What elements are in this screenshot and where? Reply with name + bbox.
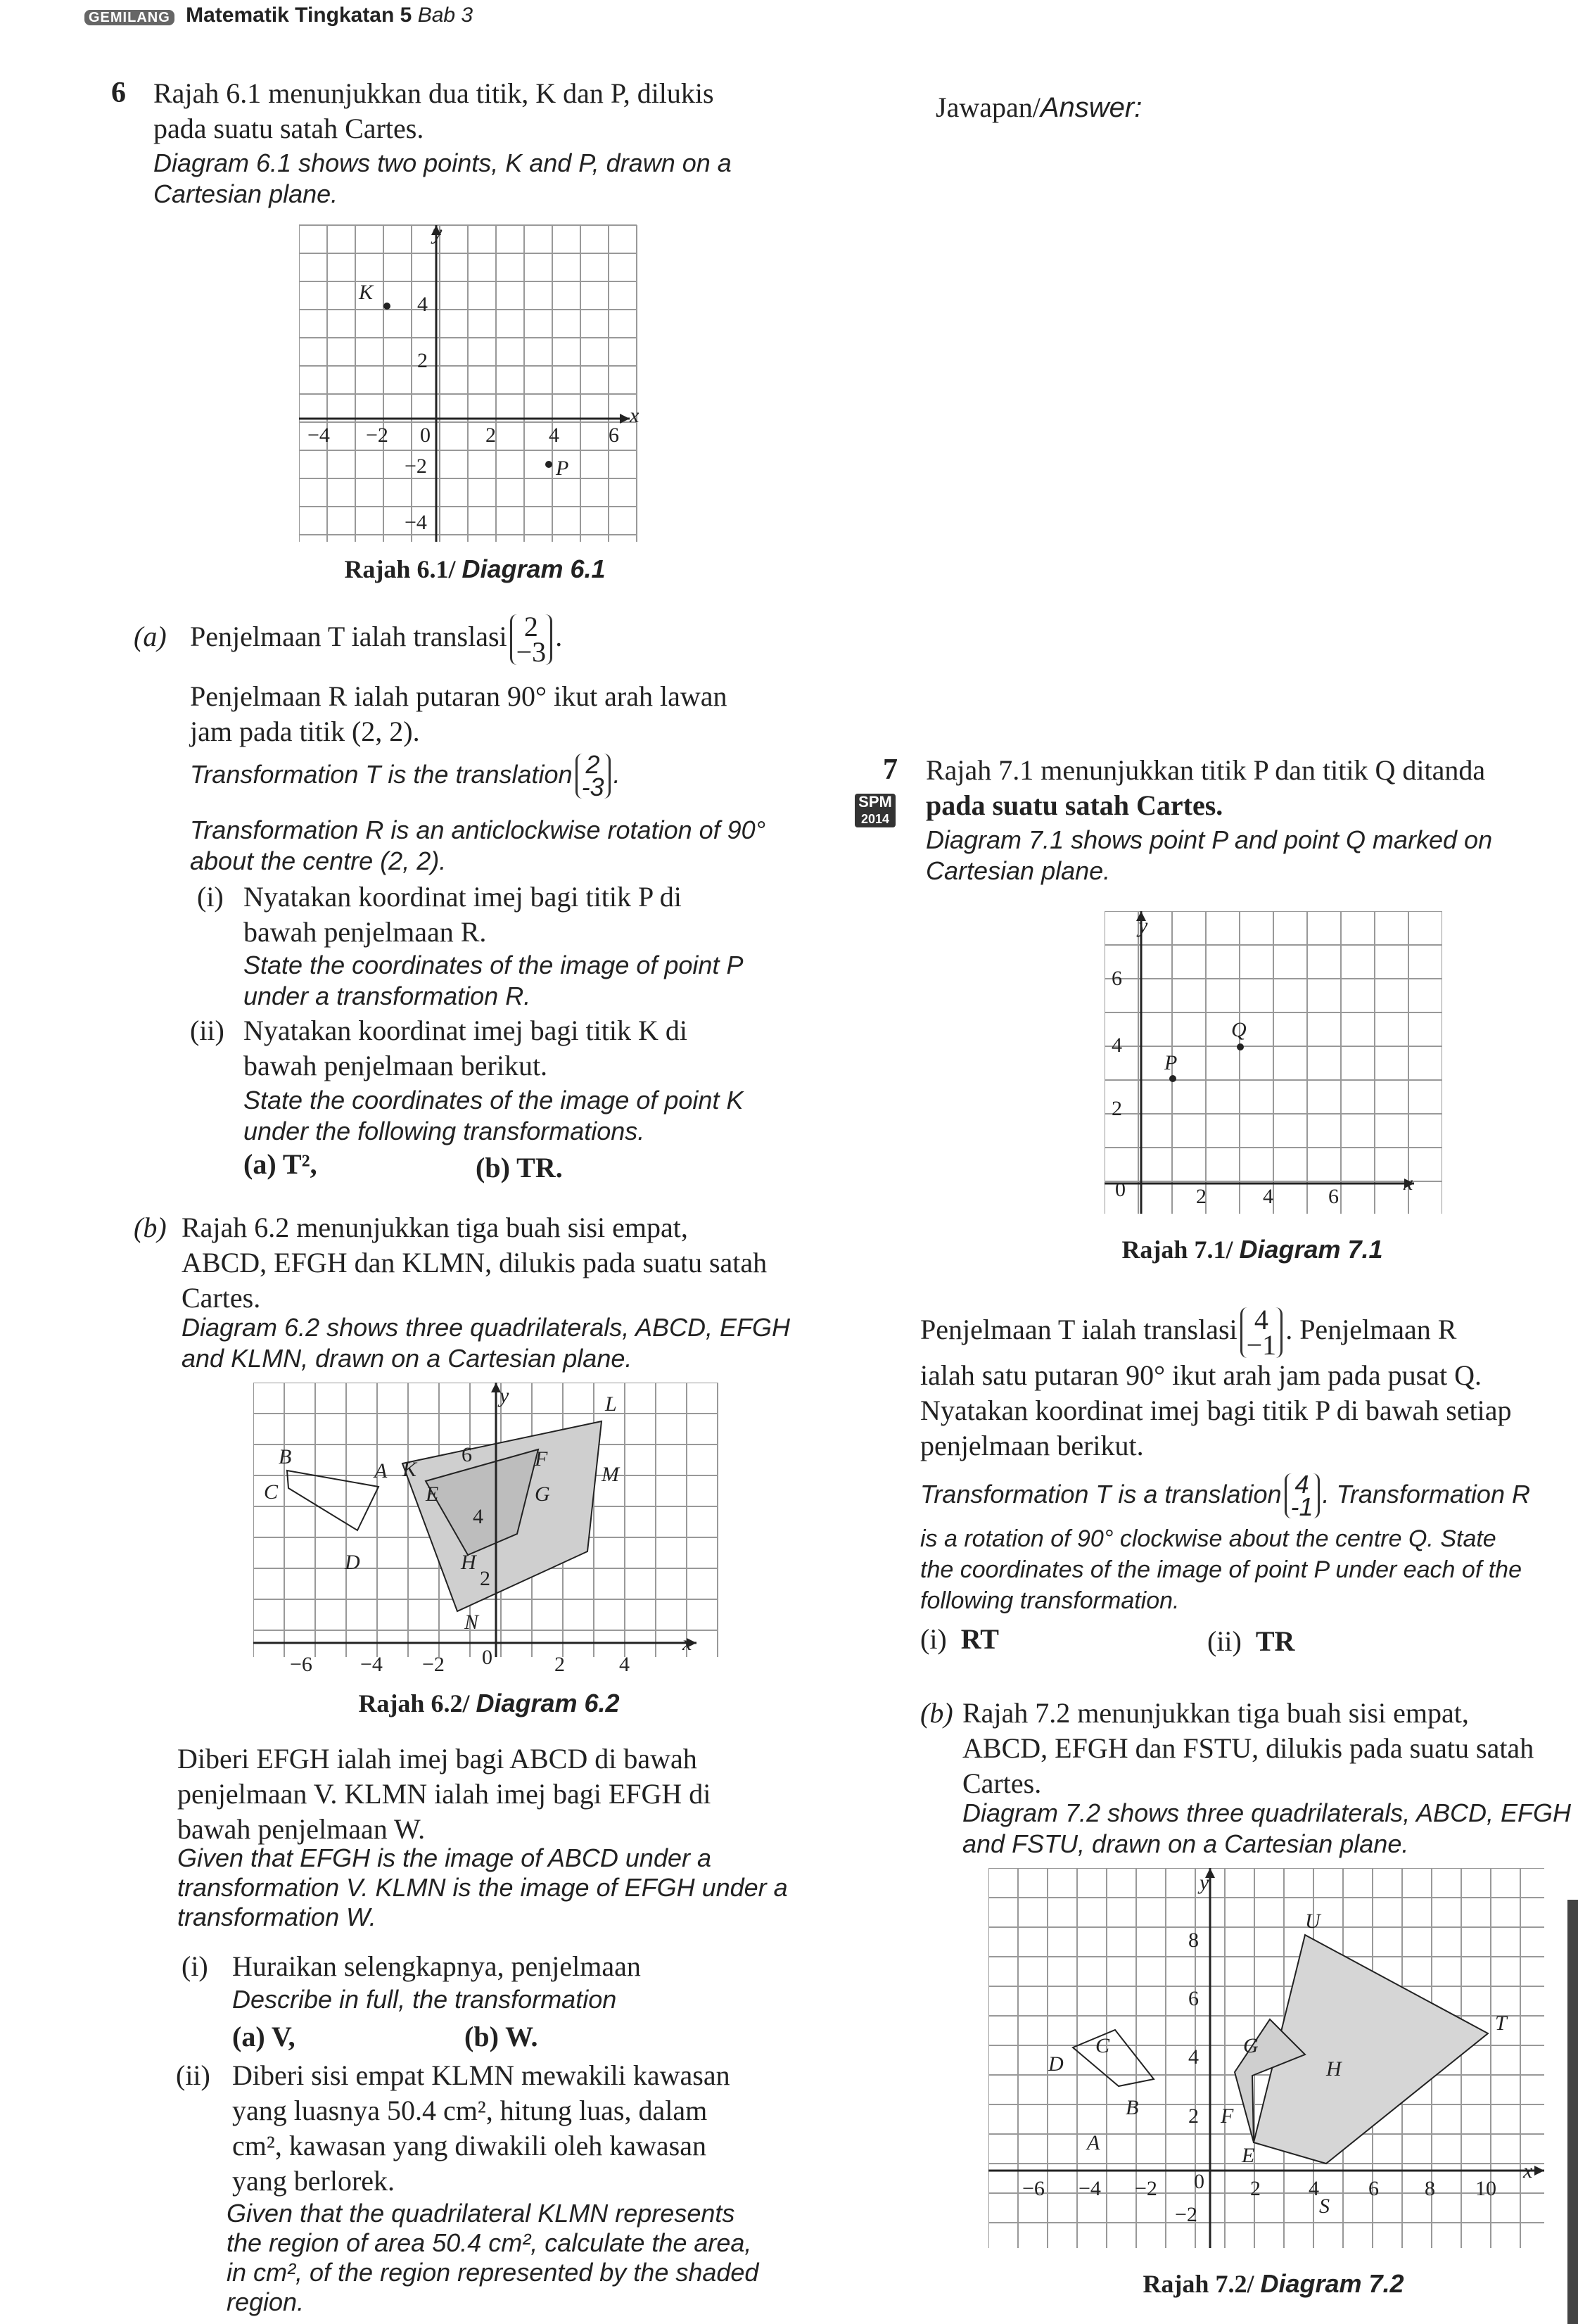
- q7b-ms-line3: Cartes.: [962, 1767, 1042, 1799]
- d72-tick-x-4: 4: [1309, 2177, 1319, 2200]
- q6aii-en: [243, 1085, 834, 1147]
- q6bii-ms-line3: cm², kawasan yang diwakili oleh kawasan: [232, 2130, 707, 2161]
- answer-label-ms: Jawapan/: [936, 91, 1041, 123]
- q7b-ms: [962, 1696, 1578, 1801]
- q6ai-en-line2: under a transformation R.: [243, 982, 531, 1010]
- q7b-en-line2: and FSTU, drawn on a Cartesian plane.: [962, 1829, 1409, 1858]
- q7-text-ms2: [920, 1358, 1578, 1463]
- d62-quad-ABCD: [287, 1471, 378, 1530]
- q6bi-ms: Huraikan selengkapnya, penjelmaan: [232, 1950, 641, 1982]
- q7-intro-en-line1: Diagram 7.1 shows point P and point Q marked on: [926, 825, 1493, 854]
- q6bi-part-b: (b) W.: [464, 2021, 538, 2052]
- q7b-ms-line1: Rajah 7.2 menunjukkan tiga buah sisi empat,: [962, 1697, 1469, 1729]
- q7-text-en2-line3: following transformation.: [920, 1587, 1180, 1614]
- d72-tick-y-4: 4: [1188, 2045, 1199, 2069]
- q6a-en-rotation-line2: about the centre (2, 2).: [190, 846, 447, 875]
- d72-label-E: E: [1242, 2144, 1255, 2167]
- q6bi-en: Describe in full, the transformation: [232, 1985, 617, 2014]
- d62-label-D: D: [345, 1551, 360, 1574]
- question-6-number: 6: [111, 77, 126, 109]
- q6ai-en: [243, 950, 834, 1012]
- q7-part-i: [920, 1622, 999, 1657]
- d71-tick-x-6: 6: [1328, 1185, 1339, 1208]
- q7-text-ms-line1: [920, 1302, 1578, 1361]
- d71-tick-y-4: 4: [1112, 1034, 1122, 1057]
- d62-label-C: C: [264, 1480, 279, 1504]
- d71-label-P: P: [1164, 1051, 1178, 1074]
- header-title: Matematik Tingkatan 5: [186, 4, 412, 27]
- d62-tick-y-6: 6: [462, 1443, 472, 1466]
- q6-intro-ms-line2: pada suatu satah Cartes.: [153, 113, 424, 144]
- q6bii-ms: [232, 2058, 837, 2199]
- d61-point-K: [383, 303, 390, 310]
- q6a-ms-line1: Penjelmaan T ialah translasi 2 −3 .: [190, 610, 563, 668]
- q6a-label: (a): [134, 621, 167, 652]
- q6aii-en-line2: under the following transformations.: [243, 1117, 645, 1145]
- d72-x-arrow: [1534, 2166, 1544, 2176]
- q6aii-part-b: (b) TR.: [476, 1152, 563, 1183]
- q6aii-part-a: (a) T²,: [243, 1148, 317, 1180]
- d62-tick-y-2: 2: [480, 1567, 490, 1590]
- q7-text-ms1-tail: . Penjelmaan R: [1285, 1314, 1457, 1345]
- d62-tick-x-0: 0: [482, 1646, 492, 1669]
- q6b-ms: [182, 1210, 836, 1316]
- d72-tick-y-6: 6: [1188, 1987, 1199, 2010]
- d61-tick-y-neg4: −4: [405, 511, 427, 534]
- d62-label-M: M: [602, 1463, 619, 1486]
- d72-tick-x-10: 10: [1475, 2177, 1496, 2200]
- answer-label-en: Answer:: [1040, 92, 1143, 123]
- diagram-6-1: [299, 218, 651, 549]
- q7-text-en1-tail: . Transformation R: [1322, 1480, 1530, 1509]
- d62-label-B: B: [279, 1445, 292, 1468]
- d72-tick-x-8: 8: [1425, 2177, 1435, 2200]
- d72-label-A: A: [1087, 2131, 1100, 2154]
- page-header: [84, 0, 473, 31]
- d61-point-P: [545, 461, 552, 468]
- d71-tick-y-6: 6: [1112, 967, 1122, 990]
- q6b-given-ms: [177, 1741, 832, 1847]
- q6b-en-line1: Diagram 6.2 shows three quadrilaterals, ABCD, EFGH: [182, 1313, 791, 1342]
- q7-en-matrix-bottom: -1: [1290, 1492, 1313, 1522]
- d71-point-Q: [1237, 1043, 1244, 1050]
- d71-tick-x-0: 0: [1115, 1178, 1126, 1201]
- d71-y-label: y: [1138, 914, 1148, 937]
- q6bi-part-a: (a) V,: [232, 2021, 295, 2052]
- d71-x-label: x: [1404, 1171, 1413, 1195]
- caption-7-1-ms: Rajah 7.1/: [1121, 1236, 1233, 1264]
- diagram-6-2: [253, 1383, 725, 1678]
- q7b-label: (b): [920, 1697, 953, 1729]
- q6bii-en-line2: the region of area 50.4 cm², calculate the area,: [227, 2228, 752, 2257]
- q6bii-en-line1: Given that the quadrilateral KLMN represents: [227, 2199, 735, 2228]
- d72-label-B: B: [1126, 2096, 1139, 2119]
- d72-y-label: y: [1200, 1871, 1209, 1894]
- d72-tick-y-2: 2: [1188, 2104, 1199, 2128]
- caption-7-1: [1076, 1235, 1428, 1264]
- q6b-given-ms-line1: Diberi EFGH ialah imej bagi ABCD di bawah: [177, 1743, 697, 1774]
- q6a-en-matrix: [575, 750, 611, 802]
- q6bii-ms-line4: yang berlorek.: [232, 2165, 395, 2197]
- q6a-en-matrix-top: 2: [585, 750, 600, 780]
- q6bii-en-line4: region.: [227, 2287, 305, 2316]
- q6b-ms-line2: ABCD, EFGH dan KLMN, dilukis pada suatu satah: [182, 1247, 768, 1278]
- q6-intro-en: [153, 148, 829, 210]
- q6-intro-ms: [153, 76, 829, 146]
- q7-part-i-text: RT: [960, 1623, 999, 1655]
- caption-6-1: [299, 554, 651, 584]
- q7b-en: [962, 1798, 1578, 1860]
- d62-tick-x-neg6: −6: [290, 1653, 312, 1676]
- q6a-matrix-bottom: −3: [516, 635, 547, 668]
- q6a-matrix-top: 2: [523, 610, 538, 642]
- q7b-en-line1: Diagram 7.2 shows three quadrilaterals, ABCD, EFGH: [962, 1798, 1572, 1827]
- caption-6-2-en: Diagram 6.2: [476, 1689, 620, 1717]
- d72-label-T: T: [1495, 2012, 1507, 2035]
- q6b-given-en: [177, 1843, 832, 1932]
- d61-tick-x-6: 6: [609, 424, 619, 447]
- answer-label: [936, 90, 1142, 125]
- q7-part-i-label: (i): [920, 1623, 947, 1655]
- q6b-label: (b): [134, 1212, 167, 1243]
- q6b-ms-line1: Rajah 6.2 menunjukkan tiga buah sisi empat,: [182, 1212, 688, 1243]
- d72-label-D: D: [1048, 2052, 1064, 2076]
- d62-label-K: K: [402, 1458, 417, 1481]
- d72-tick-x-2: 2: [1250, 2177, 1261, 2200]
- d72-label-G: G: [1243, 2034, 1259, 2057]
- diagram-6-1-grid: [299, 225, 637, 542]
- d72-tick-x-neg4: −4: [1078, 2177, 1101, 2200]
- diagram-7-1: [1105, 911, 1442, 1221]
- q6ai-ms-line1: Nyatakan koordinat imej bagi titik P di: [243, 881, 682, 913]
- q6aii-label: (ii): [190, 1015, 224, 1046]
- d62-label-E: E: [426, 1482, 439, 1506]
- q6b-given-en-line2: transformation V. KLMN is the image of EFGH under a: [177, 1873, 788, 1902]
- q6a-en-line1: Transformation T is the translation 2 -3 .: [190, 750, 621, 802]
- diagram-7-2: [988, 1868, 1544, 2248]
- q6b-en-line2: and KLMN, drawn on a Cartesian plane.: [182, 1344, 632, 1373]
- d62-tick-y-4: 4: [473, 1505, 483, 1528]
- q6aii-ms-line2: bawah penjelmaan berikut.: [243, 1050, 548, 1081]
- d61-tick-x-4: 4: [549, 424, 559, 447]
- q6aii-en-line1: State the coordinates of the image of point K: [243, 1086, 744, 1115]
- q6ai-ms: [243, 880, 834, 950]
- q7-en-matrix-top: 4: [1294, 1470, 1309, 1499]
- d72-tick-x-neg2: −2: [1135, 2177, 1157, 2200]
- caption-6-2: [253, 1689, 725, 1718]
- q7-text-en2-line2: the coordinates of the image of point P under each of the: [920, 1556, 1522, 1583]
- spm-badge-label: SPM: [858, 793, 892, 811]
- q6ai-ms-line2: bawah penjelmaan R.: [243, 916, 487, 948]
- spm-badge-year: 2014: [860, 812, 890, 826]
- q7-matrix-top: 4: [1254, 1303, 1268, 1335]
- d62-label-G: G: [535, 1482, 550, 1506]
- q6a-en-rotation: [190, 815, 837, 877]
- caption-7-2-ms: Rajah 7.2/: [1143, 2270, 1254, 2298]
- q6bii-ms-line1: Diberi sisi empat KLMN mewakili kawasan: [232, 2059, 730, 2091]
- q7b-ms-line2: ABCD, EFGH dan FSTU, dilukis pada suatu satah: [962, 1732, 1534, 1764]
- q7-part-ii-text: TR: [1255, 1625, 1295, 1657]
- q6ai-en-line1: State the coordinates of the image of point P: [243, 951, 744, 979]
- q6b-en: [182, 1312, 836, 1374]
- d72-label-U: U: [1305, 1910, 1321, 1933]
- q6b-given-ms-line3: bawah penjelmaan W.: [177, 1813, 426, 1845]
- q6a-matrix: [510, 610, 553, 668]
- q6bi-label: (i): [182, 1950, 208, 1982]
- q7-part-ii: [1207, 1624, 1294, 1659]
- d72-tick-x-neg6: −6: [1022, 2177, 1045, 2200]
- d61-y-label: y: [433, 221, 443, 244]
- d61-ticks: [307, 293, 619, 534]
- q7-text-ms2-line3: penjelmaan berikut.: [920, 1430, 1144, 1461]
- caption-7-1-en: Diagram 7.1: [1239, 1235, 1383, 1264]
- q6ai-label: (i): [197, 881, 224, 913]
- d72-tick-x-0: 0: [1194, 2170, 1204, 2193]
- d61-tick-x-neg2: −2: [366, 424, 388, 447]
- d71-point-P: [1169, 1075, 1176, 1082]
- q6a-ms-text: Penjelmaan T ialah translasi: [190, 621, 507, 652]
- d71-tick-x-2: 2: [1196, 1185, 1207, 1208]
- q7-intro-ms-line1: Rajah 7.1 menunjukkan titik P dan titik Q ditanda: [926, 754, 1486, 786]
- q7-text-en1: Transformation T is a translation: [920, 1480, 1282, 1509]
- d62-label-F: F: [535, 1447, 548, 1471]
- d62-label-L: L: [605, 1392, 617, 1416]
- q7-intro-ms: [926, 753, 1573, 823]
- d62-tick-x-neg4: −4: [360, 1653, 383, 1676]
- caption-6-2-ms: Rajah 6.2/: [358, 1689, 470, 1717]
- d72-label-H: H: [1326, 2057, 1342, 2081]
- diagram-7-1-grid: [1105, 911, 1442, 1214]
- q6b-given-en-line3: transformation W.: [177, 1903, 376, 1931]
- q6a-en-text: Transformation T is the translation: [190, 760, 573, 789]
- q6-intro-ms-line1: Rajah 6.1 menunjukkan dua titik, K dan P, dilukis: [153, 77, 714, 109]
- d71-tick-y-2: 2: [1112, 1097, 1122, 1120]
- q7-matrix: [1240, 1303, 1283, 1361]
- q6bii-en: [227, 2199, 832, 2317]
- d71-tick-x-4: 4: [1263, 1185, 1273, 1208]
- d72-label-C: C: [1095, 2034, 1110, 2057]
- d61-tick-y-neg2: −2: [405, 455, 427, 478]
- q6a-ms-rotation: [190, 679, 837, 749]
- brand-logo: GEMILANG: [84, 10, 174, 25]
- q6a-en-rotation-line1: Transformation R is an anticlockwise rotation of 90°: [190, 815, 766, 844]
- q7-text-en2-line1: is a rotation of 90° clockwise about the centre Q. State: [920, 1525, 1496, 1552]
- q7-matrix-bottom: −1: [1246, 1328, 1277, 1361]
- q7-en-matrix: [1285, 1470, 1320, 1522]
- d61-x-label: x: [630, 404, 640, 427]
- d62-tick-x-neg2: −2: [422, 1653, 445, 1676]
- d72-label-F: F: [1221, 2104, 1234, 2128]
- d62-x-label: x: [682, 1632, 692, 1655]
- q6-intro-en-line1: Diagram 6.1 shows two points, K and P, drawn on a: [153, 148, 732, 177]
- page-edge-shadow: [1567, 1900, 1578, 2324]
- d62-tick-x-4: 4: [619, 1653, 630, 1676]
- d72-label-S: S: [1319, 2195, 1330, 2218]
- d61-tick-x-0: 0: [420, 424, 431, 447]
- q7-text-ms2-line1: ialah satu putaran 90° ikut arah jam pada pusat Q.: [920, 1359, 1482, 1391]
- question-7-number: 7: [883, 754, 898, 786]
- q6a-ms-rotation-line2: jam pada titik (2, 2).: [190, 716, 420, 747]
- q6b-given-ms-line2: penjelmaan V. KLMN ialah imej bagi EFGH di: [177, 1778, 711, 1810]
- q6bii-en-line3: in cm², of the region represented by the shaded: [227, 2258, 759, 2287]
- d61-label-K: K: [359, 281, 374, 304]
- q7-intro-ms-line2: pada suatu satah Cartes.: [926, 789, 1223, 821]
- caption-7-2-en: Diagram 7.2: [1260, 2269, 1404, 2298]
- header-chapter: Bab 3: [417, 4, 473, 27]
- d62-tick-x-2: 2: [554, 1653, 565, 1676]
- caption-7-2: [1083, 2269, 1463, 2299]
- d61-tick-y-2: 2: [417, 349, 428, 372]
- d72-tick-y-neg2: −2: [1175, 2203, 1197, 2226]
- d72-tick-x-6: 6: [1368, 2177, 1379, 2200]
- q6aii-ms: [243, 1013, 834, 1084]
- q7-text-en2: [920, 1523, 1578, 1616]
- d62-label-N: N: [464, 1611, 479, 1634]
- d61-tick-y-4: 4: [417, 293, 428, 316]
- q7-text-en-line1: [920, 1469, 1578, 1520]
- d62-label-H: H: [461, 1551, 476, 1574]
- d72-quad-ABCD: [1073, 2030, 1154, 2086]
- d71-label-Q: Q: [1231, 1018, 1247, 1041]
- q6-intro-en-line2: Cartesian plane.: [153, 179, 338, 208]
- d62-y-label: y: [500, 1384, 509, 1407]
- d61-label-P: P: [556, 457, 569, 480]
- q6bii-label: (ii): [176, 2059, 210, 2091]
- d61-tick-x-neg4: −4: [307, 424, 330, 447]
- q6a-en-matrix-bottom: -3: [581, 773, 604, 802]
- q6b-given-en-line1: Given that EFGH is the image of ABCD under a: [177, 1843, 712, 1872]
- q6aii-ms-line1: Nyatakan koordinat imej bagi titik K di: [243, 1015, 687, 1046]
- q7-intro-en-line2: Cartesian plane.: [926, 856, 1111, 885]
- spm-2014-badge: [855, 794, 896, 827]
- d61-tick-x-2: 2: [485, 424, 496, 447]
- caption-6-1-en: Diagram 6.1: [462, 554, 606, 583]
- q7-text-ms1: Penjelmaan T ialah translasi: [920, 1314, 1237, 1345]
- q6b-ms-line3: Cartes.: [182, 1282, 261, 1314]
- q6bii-ms-line2: yang luasnya 50.4 cm², hitung luas, dalam: [232, 2095, 708, 2126]
- q7-text-ms2-line2: Nyatakan koordinat imej bagi titik P di bawah setiap: [920, 1395, 1512, 1426]
- d72-tick-y-8: 8: [1188, 1929, 1199, 1952]
- d72-x-label: x: [1523, 2159, 1533, 2183]
- caption-6-1-ms: Rajah 6.1/: [344, 555, 456, 583]
- q6a-ms-rotation-line1: Penjelmaan R ialah putaran 90° ikut arah lawan: [190, 680, 727, 712]
- q7-part-ii-label: (ii): [1207, 1625, 1242, 1657]
- q7-intro-en: [926, 825, 1573, 887]
- d62-label-A: A: [374, 1459, 388, 1482]
